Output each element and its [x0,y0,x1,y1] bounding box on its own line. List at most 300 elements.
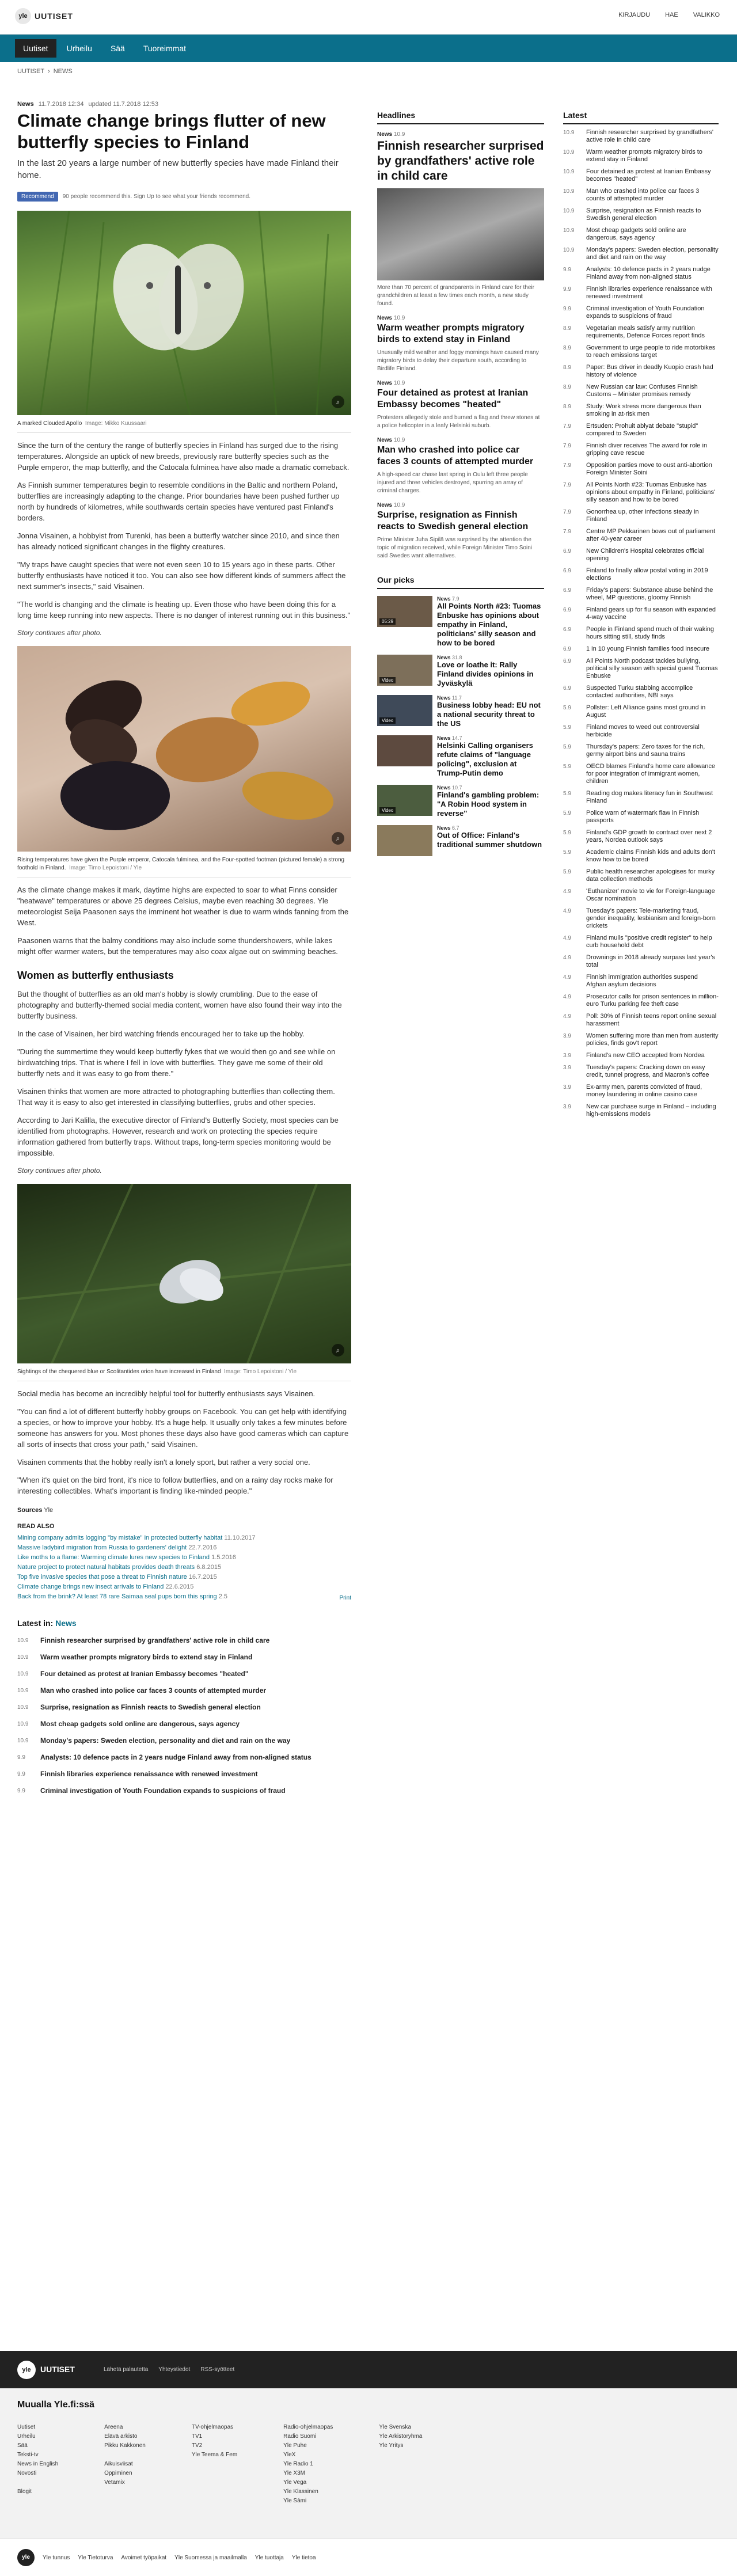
latest-time: 3.9 [563,1033,571,1039]
footer-link[interactable]: Yle Puhe [283,2442,307,2449]
latest-item[interactable] [563,567,719,582]
latest-in-item[interactable] [17,1632,351,1649]
our-picks-heading: Our picks [377,575,544,589]
latest-item[interactable] [563,528,719,543]
footer-link[interactable]: Pikku Kakkonen [104,2442,146,2449]
footer-column [379,2423,422,2506]
latest-item[interactable] [563,149,719,164]
latest-in-item[interactable] [17,1766,351,1783]
latest-item[interactable] [563,423,719,438]
headline-photo[interactable] [377,188,544,280]
footer-link[interactable]: Oppiminen [104,2470,132,2476]
read-also [17,1523,351,1602]
latest-item[interactable] [563,129,719,144]
latest-link[interactable]: Tuesday's papers: Tele-marketing fraud, gender inequality, lesbianism and foreign-born crickets [586,907,716,929]
latest-link[interactable]: Suspected Turku stabbing accomplice contacted authorities, NBI says [586,685,693,699]
latest-item[interactable] [563,325,719,340]
latest-time: 3.9 [563,1053,571,1059]
read-also-link[interactable]: Nature project to protect natural habitats provides death threats [17,1564,195,1571]
headline-lead[interactable] [377,131,544,308]
latest-link[interactable]: Academic claims Finnish kids and adults don't know how to be bored [586,849,716,863]
latest-item[interactable] [563,188,719,203]
photo-chequered-blue[interactable] [17,1184,351,1363]
headline-summary: Prime Minister Juha Sipilä was surprised by the attention the topic of migration received, while Foreign Minister Timo Soini said Swedes want alternatives. [377,537,532,559]
headline-title[interactable]: Finnish researcher surprised by grandfathers' active role in child care [377,139,544,183]
paragraph: "You can find a lot of different butterfly hobby groups on Facebook. You can get help with identifying a species, or how to improve your hobby. It's a huge help. It usually only takes a few minutes before someone has answers for you. Most phones these days also have good cameras which can capture all sorts of insects that cross your path," said Visainen. [17,1407,349,1449]
latest-item[interactable] [563,383,719,398]
footer-link[interactable]: Yle Sámi [283,2498,307,2504]
footer-column [104,2423,146,2506]
footer-link[interactable]: Teksti-tv [17,2452,39,2458]
latest-link[interactable]: 'Euthanizer' movie to vie for Foreign-language Oscar nomination [586,888,715,902]
latest-in-link[interactable]: Finnish libraries experience renaissance with renewed investment [40,1770,258,1778]
latest-item[interactable] [563,934,719,949]
latest-in-link[interactable]: Most cheap gadgets sold online are dangerous, says agency [40,1720,240,1728]
footer-bottom-link[interactable]: Yle tunnus [43,2555,70,2561]
article-section[interactable]: News [17,101,34,108]
zoom-icon[interactable]: ⌕ [332,1344,344,1357]
latest-link[interactable]: Pollster: Left Alliance gains most ground in August [586,704,706,719]
latest-item[interactable] [563,548,719,563]
latest-item[interactable] [563,1013,719,1028]
pick-thumbnail[interactable] [377,655,432,686]
latest-in-link[interactable]: Surprise, resignation as Finnish reacts to Swedish general election [40,1703,261,1711]
latest-item[interactable] [563,743,719,758]
latest-item[interactable] [563,442,719,457]
footer-link[interactable]: Elävä arkisto [104,2433,138,2440]
breadcrumb-news[interactable]: NEWS [53,68,73,75]
sources [17,1507,351,1514]
rss-link[interactable]: RSS-syötteet [200,2366,235,2373]
video-badge: Video [379,677,396,683]
footer-link[interactable]: TV1 [191,2433,203,2440]
latest-item[interactable] [563,849,719,864]
footer-link[interactable]: Vetamix [104,2479,125,2486]
latest-time: 10.9 [563,149,575,155]
footer-columns [17,2423,422,2506]
pick-meta [437,695,544,701]
latest-item[interactable] [563,606,719,621]
latest-in-link[interactable]: Four detained as protest at Iranian Embassy becomes "heated" [40,1670,249,1678]
latest-item[interactable] [563,207,719,222]
latest-in-link[interactable]: Finnish researcher surprised by grandfathers' active role in child care [40,1636,270,1644]
headline-summary: Unusually mild weather and foggy mornings have caused many migratory birds to delay their departure south, according to Birdlife Finland. [377,349,539,372]
latest-item[interactable] [563,658,719,680]
headline-title[interactable]: Warm weather prompts migratory birds to extend stay in Finland [377,323,525,344]
latest-link[interactable]: Surprise, resignation as Finnish reacts to Swedish general election [586,207,701,222]
footer-title[interactable]: UUTISET [40,2365,75,2374]
latest-item[interactable] [563,266,719,281]
site-name[interactable]: UUTISET [35,12,73,21]
latest-link[interactable]: Police warn of watermark flaw in Finnish passports [586,810,700,824]
pick-section: News [437,596,451,602]
latest-time: 5.9 [563,763,571,770]
latest-in-time: 9.9 [17,1754,25,1761]
latest-in-section [17,1618,351,1799]
pick-item[interactable] [377,695,544,728]
latest-time: 4.9 [563,888,571,895]
pick-item[interactable] [377,735,544,778]
headline-item[interactable] [377,380,544,430]
latest-link[interactable]: All Points North #23: Tuomas Enbuske has opinions about empathy in Finland, politicians' silly season and how to be bored [586,481,716,503]
headline-title[interactable]: Four detained as protest at Iranian Embassy becomes "heated" [377,388,529,409]
read-also-link[interactable]: Back from the brink? At least 78 rare Saimaa seal pups born this spring [17,1593,217,1600]
footer-bottom-link[interactable]: Yle Tietoturva [78,2555,113,2561]
latest-link[interactable]: Most cheap gadgets sold online are dangerous, says agency [586,227,686,241]
footer-link[interactable]: YleX [283,2452,296,2458]
pick-title[interactable]: Love or loathe it: Rally Finland divides opinions in Jyväskylä [437,660,534,687]
footer-link[interactable]: Uutiset [17,2424,36,2430]
latest-in-item[interactable] [17,1666,351,1682]
paragraph: In the case of Visainen, her bird watching friends encouraged her to take up the hobby. [17,1029,305,1038]
latest-link[interactable]: 1 in 10 young Finnish families food insecure [586,645,710,652]
latest-item[interactable] [563,685,719,700]
latest-link[interactable]: Ex-army men, parents convicted of fraud, money laundering in online casino case [586,1084,702,1098]
latest-link[interactable]: Study: Work stress more dangerous than smoking in at-risk men [586,403,701,417]
pick-title[interactable]: Helsinki Calling organisers refute claims of "language policing", exclusion at Trump-Putin demo [437,741,533,777]
footer-link[interactable]: Novosti [17,2470,37,2476]
read-also-link[interactable]: Top five invasive species that pose a threat to Finnish nature [17,1574,187,1580]
footer-link[interactable]: Sää [17,2442,28,2449]
footer-link[interactable]: Yle Arkistoryhmä [379,2433,423,2440]
latest-item[interactable] [563,168,719,183]
latest-link[interactable]: Thursday's papers: Zero taxes for the rich, germy airport bins and sauna trains [586,743,705,758]
footer-link[interactable]: Yle X3M [283,2470,305,2476]
latest-item[interactable] [563,704,719,719]
headline-item[interactable] [377,502,544,560]
latest-item[interactable] [563,344,719,359]
latest-in-label: Latest in: [17,1618,54,1628]
pick-title[interactable]: Out of Office: Finland's traditional summer shutdown [437,831,542,849]
tab-uutiset[interactable]: Uutiset [15,39,56,58]
pick-thumbnail[interactable] [377,785,432,816]
read-also-link[interactable]: Massive ladybird migration from Russia to gardeners' delight [17,1544,187,1551]
latest-in-item[interactable] [17,1783,351,1799]
pick-thumbnail[interactable] [377,596,432,627]
figure-caption [17,852,351,877]
latest-link[interactable]: Analysts: 10 defence pacts in 2 years nudge Finland away from non-aligned status [586,266,711,280]
latest-in-item[interactable] [17,1749,351,1766]
section-heading: Women as butterfly enthusiasts [17,970,174,981]
latest-in-item[interactable] [17,1732,351,1749]
footer-link[interactable]: Yle Svenska [379,2424,411,2430]
pick-title[interactable]: Finland's gambling problem: "A Robin Hood system in reverse" [437,791,540,818]
article-title: Climate change brings flutter of new butterfly species to Finland [17,111,326,152]
headline-item[interactable] [377,437,544,495]
print-link[interactable]: Print [339,1595,351,1601]
latest-item[interactable] [563,868,719,883]
read-also-label: READ ALSO [17,1523,55,1530]
pick-title[interactable]: All Points North #23: Tuomas Enbuske has opinions about empathy in Finland, politicians' silly season and how to be bored [437,602,541,647]
paragraph: Since the turn of the century the range of butterfly species in Finland has surged due to the rising temperatures. Alongside an uptick of new breeds, previously rare butterfly species such as the Purple emperor, the map butterfly, and the Catocala fulminea have also made a dramatic comeback. [17,441,349,472]
headline-meta [377,437,544,443]
latest-link[interactable]: Finland's new CEO accepted from Nordea [586,1052,705,1059]
latest-link[interactable]: Prosecutor calls for prison sentences in million-euro Turku parking fee theft case [586,993,719,1008]
read-also-date: 11.10.2017 [224,1534,256,1541]
latest-link[interactable]: Finland to finally allow postal voting in 2019 elections [586,567,708,582]
latest-link[interactable]: Finnish researcher surprised by grandfathers' active role in child care [586,129,713,143]
footer-bottom-link[interactable]: Avoimet työpaikat [121,2555,167,2561]
headline-item[interactable] [377,315,544,373]
latest-in-item[interactable] [17,1716,351,1732]
latest-link[interactable]: Drownings in 2018 already surpass last year's total [586,954,716,968]
picks-list [377,596,544,856]
footer [0,2351,737,2576]
latest-item[interactable] [563,790,719,805]
read-also-date: 16.7.2015 [188,1574,217,1580]
footer-bottom-link[interactable]: Yle Suomessa ja maailmalla [174,2555,247,2561]
pick-item[interactable] [377,596,544,648]
figure-clouded-apollo [17,211,351,433]
caption-credit: Image: Timo Lepoistoni / Yle [224,1369,297,1375]
chequered-blue-illustration [17,1184,351,1363]
latest-link[interactable]: Warm weather prompts migratory birds to extend stay in Finland [586,149,702,163]
latest-item[interactable] [563,1064,719,1079]
footer-link[interactable]: Yle Radio 1 [283,2461,313,2467]
latest-item[interactable] [563,1084,719,1099]
pick-meta [437,596,544,602]
pick-title[interactable]: Business lobby head: EU not a national security threat to the US [437,701,541,728]
latest-link[interactable]: Poll: 30% of Finnish teens report online sexual harassment [586,1013,717,1027]
latest-item[interactable] [563,364,719,379]
footer-gap [17,2478,58,2487]
latest-item[interactable] [563,993,719,1008]
footer-logo[interactable]: yle [17,2361,36,2379]
headline-title[interactable]: Surprise, resignation as Finnish reacts to Swedish general election [377,510,529,531]
latest-item[interactable] [563,1052,719,1059]
footer-bottom-logo[interactable]: yle [17,2549,35,2566]
latest-link[interactable]: OECD blames Finland's home care allowance for poor integration of immigrant women, children [586,763,716,785]
latest-link[interactable]: Public health researcher apologises for murky data collection methods [586,868,715,883]
read-also-date: 22.6.2015 [165,1583,194,1590]
article-updated: updated 11.7.2018 12:53 [88,101,158,108]
read-also-date: 1.5.2016 [211,1554,236,1561]
headline-section: News [377,437,393,443]
footer-link[interactable]: Yle Vega [283,2479,307,2486]
tab-urheilu[interactable]: Urheilu [66,44,92,53]
latest-item[interactable] [563,246,719,261]
latest-item[interactable] [563,1103,719,1118]
zoom-icon[interactable]: ⌕ [332,832,344,845]
latest-item[interactable] [563,403,719,418]
latest-in-section-link[interactable]: News [55,1618,77,1628]
latest-link[interactable]: Finland moves to weed out controversial herbicide [586,724,700,738]
latest-item[interactable] [563,462,719,477]
latest-time: 7.9 [563,462,571,469]
read-also-item[interactable] [17,1563,351,1572]
footer-bottom-link[interactable]: Yle tietoa [291,2555,316,2561]
sources-value: Yle [44,1507,54,1514]
pick-thumbnail[interactable] [377,735,432,766]
pick-thumbnail[interactable] [377,825,432,856]
pick-item[interactable] [377,655,544,688]
article-lead: In the last 20 years a large number of new butterfly species have made Finland their home. [17,158,339,180]
latest-in-item[interactable] [17,1699,351,1716]
tab-tuoreimmat[interactable]: Tuoreimmat [143,44,187,53]
latest-time: 3.9 [563,1065,571,1071]
latest-link[interactable]: Finnish diver receives The award for role in gripping cave rescue [586,442,708,457]
latest-link[interactable]: Man who crashed into police car faces 3 counts of attempted murder [586,188,700,202]
pick-meta [437,655,544,660]
video-badge: Video [379,807,396,814]
latest-time: 7.9 [563,509,571,515]
pick-text [437,655,544,688]
latest-item[interactable] [563,286,719,301]
read-also-item[interactable] [17,1553,351,1563]
latest-in-item[interactable] [17,1682,351,1699]
menu-link[interactable]: VALIKKO [693,12,720,18]
headline-title[interactable]: Man who crashed into police car faces 3 counts of attempted murder [377,445,534,466]
latest-item[interactable] [563,810,719,825]
latest-link[interactable]: Paper: Bus driver in deadly Kuopio crash had history of violence [586,364,713,378]
story-continues: Story continues after photo. [17,1167,102,1175]
recommend-button[interactable]: Recommend [17,192,58,202]
latest-link[interactable]: People in Finland spend much of their waking hours sitting still, study finds [586,626,714,640]
read-also-link[interactable]: Mining company admits logging "by mistake" in protected butterfly habitat [17,1534,223,1541]
latest-item[interactable] [563,227,719,242]
search-link[interactable]: HAE [665,12,678,18]
latest-in-link[interactable]: Man who crashed into police car faces 3 counts of attempted murder [40,1686,267,1694]
footer-link[interactable]: Yle Yritys [379,2442,404,2449]
caption-credit: Image: Timo Lepoistoni / Yle [69,865,142,871]
latest-link[interactable]: Opposition parties move to oust anti-abortion Foreign Minister Soini [586,462,712,476]
latest-link[interactable]: Reading dog makes literacy fun in Southwest Finland [586,790,713,804]
paragraph: "The world is changing and the climate is heating up. Even those who have been doing this for a long time keep running into new aspects. There is no danger of interest running out in this business." [17,600,351,620]
latest-link[interactable]: Monday's papers: Sweden election, personality and diet and rain on the way [586,246,719,261]
latest-item[interactable] [563,829,719,844]
latest-link[interactable]: Finnish immigration authorities suspend Afghan asylum decisions [586,974,698,988]
latest-link[interactable]: Centre MP Pekkarinen bows out of parliament after 40-year career [586,528,716,542]
pick-item[interactable] [377,785,544,818]
latest-in-time: 10.9 [17,1738,29,1744]
read-also-link[interactable]: Like moths to a flame: Warming climate lures new species to Finland [17,1554,210,1561]
latest-link[interactable]: Finland gears up for flu season with expanded 4-way vaccine [586,606,716,621]
latest-item[interactable] [563,724,719,739]
latest-item[interactable] [563,305,719,320]
pick-text [437,735,544,778]
latest-column [563,111,719,1118]
latest-time: 7.9 [563,482,571,488]
footer-link[interactable]: News in English [17,2461,59,2467]
latest-time: 8.9 [563,384,571,390]
read-also-item[interactable] [17,1543,351,1553]
latest-link[interactable]: Criminal investigation of Youth Foundation expands to suspicions of fraud [586,305,705,320]
read-also-item[interactable] [17,1582,351,1592]
read-also-item[interactable] [17,1533,351,1543]
zoom-icon[interactable]: ⌕ [332,396,344,408]
top-links [618,12,720,18]
latest-link[interactable]: Friday's papers: Substance abuse behind the wheel, MP questions, gloomy Finnish [586,587,713,601]
story-continues: Story continues after photo. [17,629,102,637]
latest-time: 5.9 [563,744,571,750]
latest-item[interactable] [563,508,719,523]
latest-time: 4.9 [563,908,571,914]
latest-link[interactable]: Government to urge people to ride motorbikes to reach emissions target [586,344,716,359]
latest-link[interactable]: Four detained as protest at Iranian Embassy becomes "heated" [586,168,711,183]
footer-bottom-link[interactable]: Yle tuottaja [254,2555,284,2561]
latest-link[interactable]: Women suffering more than men from austerity policies, finds gov't report [586,1032,719,1047]
footer-bottom [0,2538,737,2576]
caption-text: Sightings of the chequered blue or Scolitantides orion have increased in Finland [17,1369,221,1375]
pick-thumbnail[interactable] [377,695,432,726]
latest-link[interactable]: Gonorrhea up, other infections steady in Finland [586,508,699,523]
footer-link[interactable]: Yle Klassinen [283,2488,318,2495]
contact-link[interactable]: Yhteystiedot [158,2366,191,2373]
latest-item[interactable] [563,974,719,989]
photo-clouded-apollo[interactable] [17,211,351,415]
footer-column [283,2423,333,2506]
pick-text [437,825,544,856]
paragraph: Social media has become an incredibly helpful tool for butterfly enthusiasts says Visainen. [17,1389,316,1398]
login-link[interactable]: KIRJAUDU [618,12,651,18]
latest-item[interactable] [563,626,719,641]
latest-link[interactable]: All Points North podcast tackles bullying, political silly season with special guest Tuomas Enbuske [586,658,718,679]
read-also-link[interactable]: Climate change brings new insect arrivals to Finland [17,1583,164,1590]
latest-link[interactable]: New car purchase surge in Finland – including high-emissions models [586,1103,716,1118]
latest-in-link[interactable]: Analysts: 10 defence pacts in 2 years nudge Finland away from non-aligned status [40,1753,311,1761]
breadcrumb-uutiset[interactable]: UUTISET [17,68,45,75]
latest-time: 7.9 [563,443,571,449]
read-also-item[interactable] [17,1572,351,1582]
latest-link[interactable]: Finland mulls "positive credit register" to help curb household debt [586,934,712,949]
pick-item[interactable] [377,825,544,856]
footer-link[interactable]: TV-ohjelmaopas [191,2424,234,2430]
paragraph: Visainen thinks that women are more attracted to photographing butterflies than collecting them. That way it is easy to also get interested in classifying butterflies, grubs and other species. [17,1087,335,1107]
latest-link[interactable]: New Children's Hospital celebrates official opening [586,548,704,562]
latest-in-link[interactable]: Criminal investigation of Youth Foundation expands to suspicions of fraud [40,1787,286,1795]
latest-link[interactable]: Vegetarian meals satisfy army nutrition requirements, Defence Forces report finds [586,325,705,339]
headline-section: News [377,502,393,508]
latest-in-item[interactable] [17,1649,351,1666]
latest-in-list [17,1632,351,1799]
latest-link[interactable]: Tuesday's papers: Cracking down on easy credit, tunnel progress, and Macron's coffee [586,1064,709,1078]
latest-link[interactable]: Finland's GDP growth to contract over next 2 years, Nordea outlook says [586,829,712,844]
latest-item[interactable] [563,907,719,930]
paragraph: "When it's quiet on the bird front, it's nice to follow butterflies, and on a rainy day rocks make for interesting collectibles. What's important is finding like-minded people." [17,1476,333,1495]
latest-item[interactable] [563,587,719,602]
latest-item[interactable] [563,954,719,969]
yle-logo[interactable]: yle [15,8,31,24]
latest-item[interactable] [563,763,719,785]
paragraph: Visainen comments that the hobby really isn't a lonely sport, but rather a very social one. [17,1458,310,1466]
footer-link[interactable]: Areena [104,2424,123,2430]
pick-text [437,785,544,818]
footer-link[interactable]: Blogit [17,2488,32,2495]
feedback-link[interactable]: Lähetä palautetta [104,2366,149,2373]
photo-butterfly-specimens[interactable] [17,646,351,852]
latest-item[interactable] [563,481,719,504]
latest-time: 10.9 [563,227,575,234]
latest-link[interactable]: Ertsuden: Prohuit ablyat debate "stupid" compared to Sweden [586,423,698,437]
footer-link[interactable]: Urheilu [17,2433,36,2440]
latest-link[interactable]: Finnish libraries experience renaissance with renewed investment [586,286,712,300]
latest-in-link[interactable]: Monday's papers: Sweden election, personality and diet and rain on the way [40,1737,291,1745]
footer-link[interactable]: Aikuisviisat [104,2461,133,2467]
latest-link[interactable]: New Russian car law: Confuses Finnish Customs – Minister promises remedy [586,383,698,398]
footer-link[interactable]: TV2 [191,2442,203,2449]
pick-section: News [437,735,451,741]
latest-item[interactable] [563,888,719,903]
latest-item[interactable] [563,1032,719,1047]
tab-saa[interactable]: Sää [110,44,125,53]
footer-link[interactable]: Yle Teema & Fem [191,2452,238,2458]
latest-in-link[interactable]: Warm weather prompts migratory birds to extend stay in Finland [40,1653,253,1661]
pick-time: 6.7 [452,825,459,831]
latest-item[interactable] [563,645,719,653]
footer-link[interactable]: Radio Suomi [283,2433,317,2440]
footer-link[interactable]: Radio-ohjelmaopas [283,2424,333,2430]
latest-time: 4.9 [563,994,571,1000]
